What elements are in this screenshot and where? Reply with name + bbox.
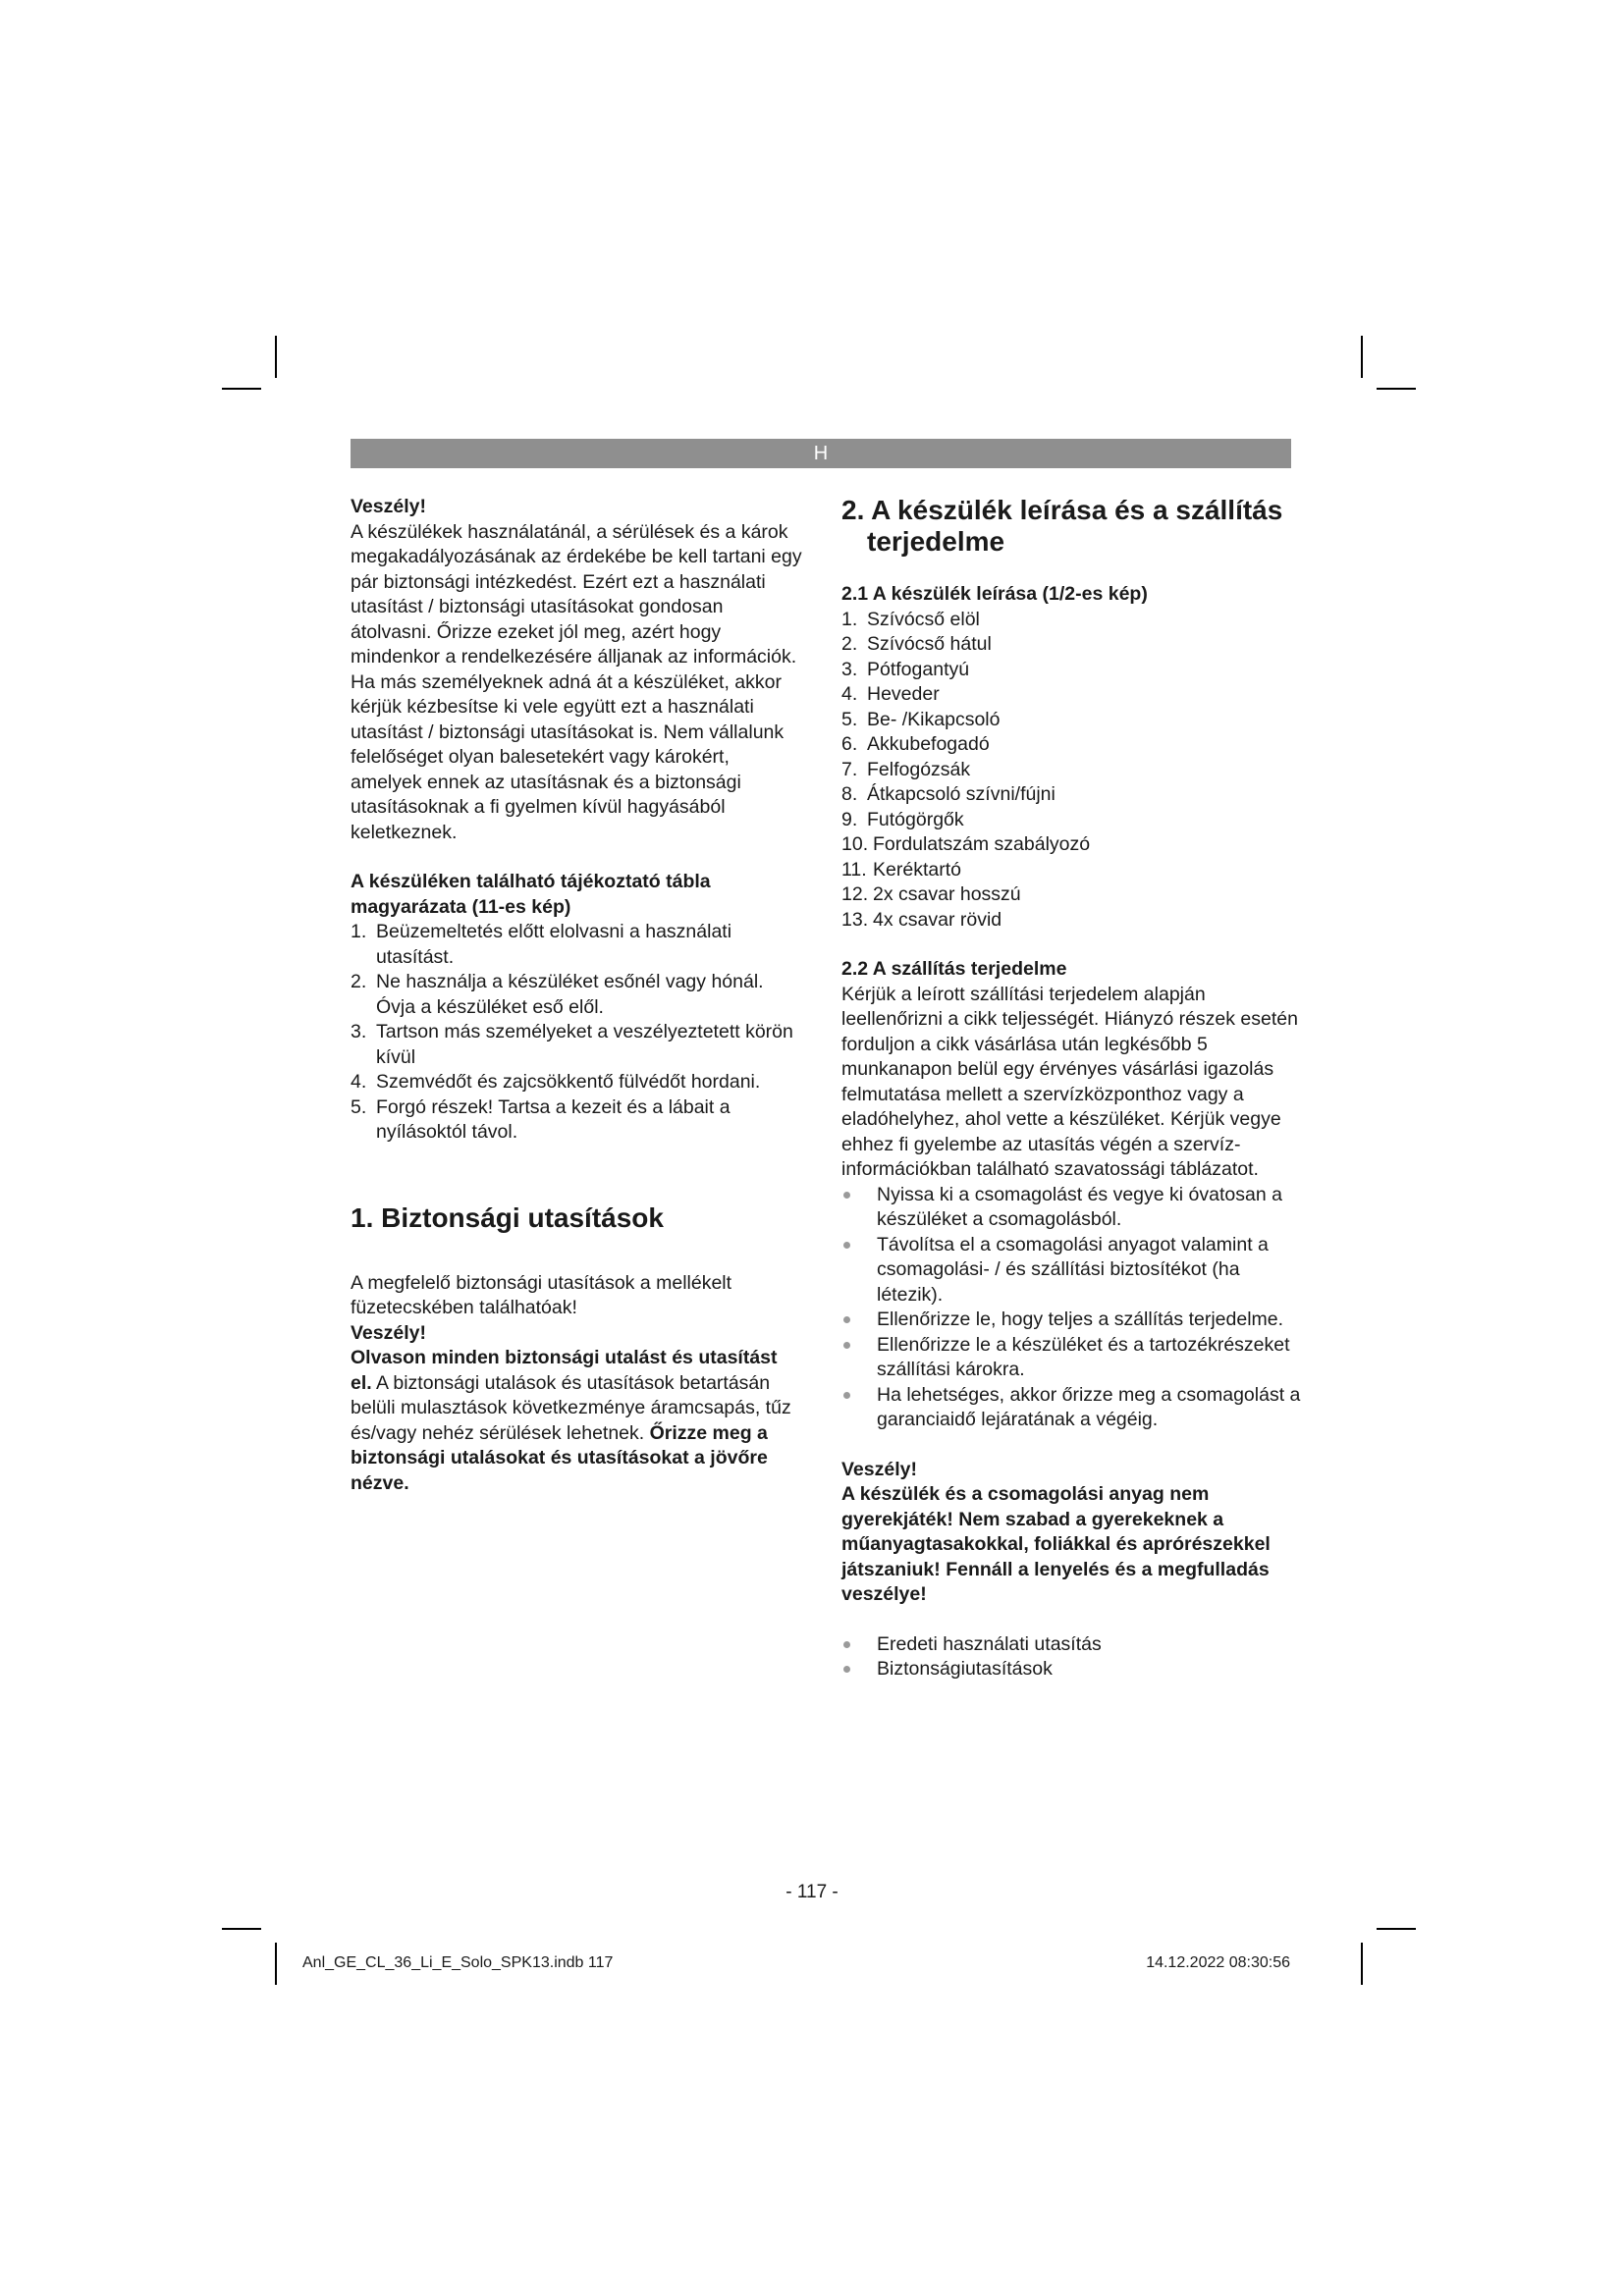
- danger-title: Veszély!: [841, 1458, 917, 1480]
- danger-text: A készülékek használatánál, a sérülések és a károk megakadályozásának az érdekébe be kell tartani egy pár biztonsági intézkedést. Ezért ezt a használati utasítást / biztonsági utasításokat gondosan átolvasni. Őrizze ezeket jól meg, azért hogy mindenkor a rendelkezésére álljanak az információk. Ha más személyeknek adná át a készüléket, akkor kérjük kézbesítse ki vele együtt ezt a használati utasítást / biztonsági utasításokat is. Nem vállalunk felelőséget olyan balesetekért vagy károkért, amelyek ennek az utasításnak és a biztonsági utasításoknak a fi gyelmen kívül hagyásából keletkeznek.: [351, 520, 802, 843]
- crop-mark: [275, 336, 277, 378]
- list-item: 10. Fordulatszám szabályozó: [841, 833, 1091, 855]
- list-item: 3. Pótfogantyú: [841, 658, 970, 680]
- info-table-list: [351, 920, 802, 1146]
- documents-list: [841, 1632, 1303, 1682]
- bullet-icon: [841, 1308, 877, 1333]
- subsection-title: 2.2 A szállítás terjedelme: [841, 958, 1067, 980]
- page-number: - 117 -: [785, 1882, 839, 1902]
- danger-text: A készülék és a csomagolási anyag nem gyerekjáték! Nem szabad a gyerekeknek a műanyagtasakokkal, foliákkal és aprórészekkel játszaniuk! Fennáll a lenyelés és a megfulladás veszélye!: [841, 1483, 1271, 1605]
- danger-title: Veszély!: [351, 496, 426, 517]
- bullet-icon: [841, 1657, 877, 1682]
- crop-mark: [1361, 1943, 1363, 1985]
- crop-mark: [222, 388, 261, 390]
- bullet-icon: [841, 1183, 877, 1233]
- bullet-icon: [841, 1632, 877, 1658]
- danger-title: Veszély!: [351, 1321, 426, 1344]
- crop-mark: [1377, 1928, 1416, 1930]
- section-text: A megfelelő biztonsági utasítások a mellékelt füzetecskében találhatóak!: [351, 1271, 732, 1318]
- list-item: 2. Szívócső hátul: [841, 633, 992, 655]
- list-item: Távolítsa el a csomagolási anyagot valamint a csomagolási- / és szállítási biztosítékot (ha létezik).: [841, 1233, 1303, 1308]
- crop-mark: [275, 1943, 277, 1985]
- subsection-title: 2.1 A készülék leírása (1/2-es kép): [841, 583, 1148, 605]
- list-item: 1. Beüzemeltetés előtt elolvasni a használati utasítást.: [351, 921, 732, 968]
- list-item: Nyissa ki a csomagolást és vegye ki óvatosan a készüléket a csomagolásból.: [841, 1183, 1303, 1233]
- list-item: 4. Heveder: [841, 683, 940, 705]
- bullet-icon: [841, 1383, 877, 1433]
- right-column: [841, 495, 1303, 1682]
- list-item: Biztonságiutasítások: [841, 1657, 1303, 1682]
- list-item: 2. Ne használja a készüléket esőnél vagy hónál. Óvja a készüléket eső elől.: [351, 971, 764, 1018]
- timestamp: 14.12.2022 08:30:56: [1146, 1954, 1290, 1971]
- list-item: 5. Be- /Kikapcsoló: [841, 708, 1001, 730]
- list-item: 5. Forgó részek! Tartsa a kezeit és a lábait a nyílásoktól távol.: [351, 1095, 731, 1143]
- danger-paragraph: Olvason minden biztonsági utalást és utasítást el. A biztonsági utalások és utasítások betartásán belüli mulasztások következménye áramcsapás, tűz és/vagy nehéz sérülések lehetnek. Őrizze meg a biztonsági utalásokat és utasításokat a jövőre nézve.: [351, 1347, 791, 1494]
- list-item: 1. Szívócső elöl: [841, 608, 980, 630]
- section-title: 1. Biztonsági utasítások: [351, 1201, 664, 1233]
- list-item: 4. Szemvédőt és zajcsökkentő fülvédőt hordani.: [351, 1071, 761, 1093]
- left-column: [351, 495, 802, 1496]
- list-item: 7. Felfogózsák: [841, 758, 971, 780]
- list-item: 6. Akkubefogadó: [841, 733, 990, 755]
- list-item: 3. Tartson más személyeket a veszélyeztetett körön kívül: [351, 1021, 793, 1068]
- language-code: H: [813, 443, 829, 464]
- unpacking-steps: [841, 1183, 1303, 1433]
- bullet-icon: [841, 1333, 877, 1383]
- list-item: 8. Átkapcsoló szívni/fújni: [841, 783, 1056, 805]
- list-item: Eredeti használati utasítás: [841, 1632, 1303, 1658]
- list-item: Ha lehetséges, akkor őrizze meg a csomagolást a garanciaidő lejáratának a végéig.: [841, 1383, 1303, 1433]
- list-item: 12. 2x csavar hosszú: [841, 883, 1021, 905]
- list-item: Ellenőrizze le a készüléket és a tartozékrészeket szállítási károkra.: [841, 1333, 1303, 1383]
- section-title: 2. A készülék leírása és a szállítás terjedelme: [841, 495, 1283, 557]
- bullet-icon: [841, 1233, 877, 1308]
- info-table-title: A készüléken található tájékoztató tábla magyarázata (11-es kép): [351, 871, 711, 918]
- list-item: Ellenőrizze le, hogy teljes a szállítás terjedelme.: [841, 1308, 1303, 1333]
- language-header-bar: [351, 439, 1291, 468]
- file-info: Anl_GE_CL_36_Li_E_Solo_SPK13.indb 117: [302, 1954, 614, 1971]
- list-item: 13. 4x csavar rövid: [841, 908, 1002, 931]
- crop-mark: [222, 1928, 261, 1930]
- crop-mark: [1361, 336, 1363, 378]
- parts-list: [841, 608, 1303, 934]
- crop-mark: [1377, 388, 1416, 390]
- list-item: 11. Keréktartó: [841, 858, 961, 881]
- list-item: 9. Futógörgők: [841, 808, 964, 830]
- delivery-text: Kérjük a leírott szállítási terjedelem alapján leellenőrizni a cikk teljességét. Hiányzó részek esetén forduljon a cikk vásárlása után legkésőbb 5 munkanapon belül egy érvényes vásárlási igazolás felmutatása mellett a szervízközponthoz vagy a eladóhelyhez, ahol vette a készüléket. Kérjük vegye ehhez fi gyelembe az utasítás végén a szervíz-információkban található szavatossági táblázatot.: [841, 983, 1298, 1180]
